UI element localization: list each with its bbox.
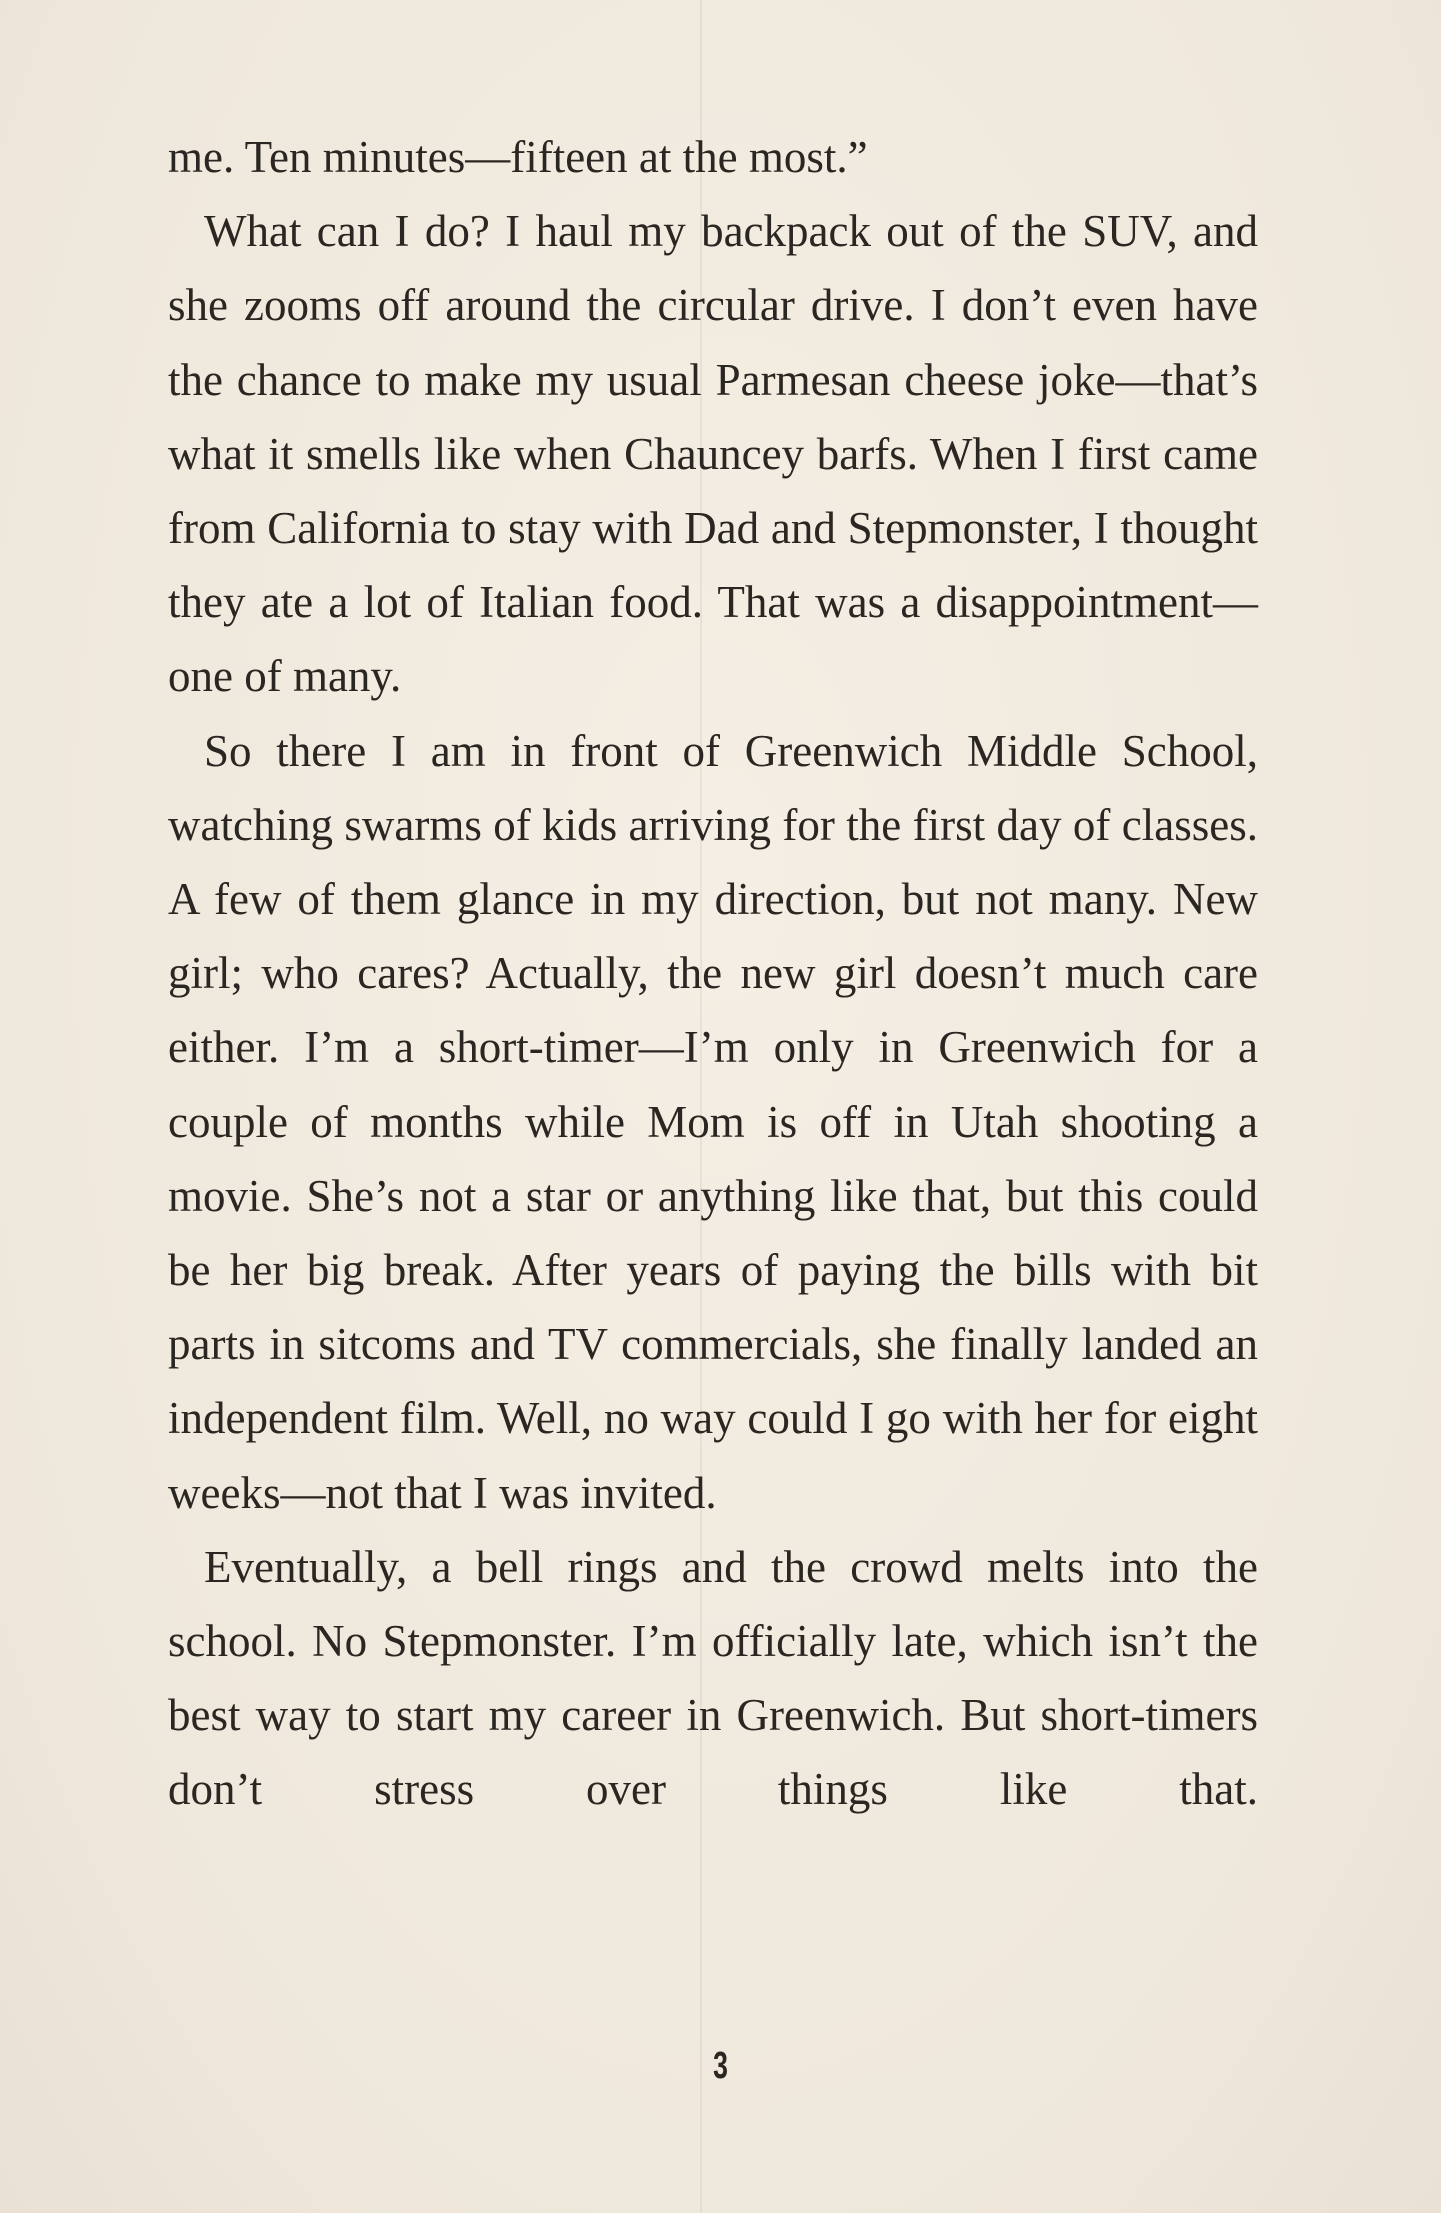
body-text [168,120,1258,1827]
paragraph: So there I am in front of Greenwich Middle School, watching swarms of kids arriving for the first day of classes. A few of them glance in my direction, but not many. New girl; who cares? Actually, the new girl doesn’t much care either. I’m a short-timer—I’m only in Greenwich for a couple of months while Mom is off in Utah shooting a movie. She’s not a star or anything like that, but this could be her big break. After years of paying the bills with bit parts in sitcoms and TV commercials, she finally landed an independent film. Well, no way could I go with her for eight weeks—not that I was invited. [168,725,1258,1518]
paragraph: Eventually, a bell rings and the crowd melts into the school. No Stepmonster. I’m officially late, which isn’t the best way to start my career in Greenwich. But short-timers don’t stress over things like that. [168,1541,1258,1815]
paragraph: What can I do? I haul my backpack out of the SUV, and she zooms off around the circular drive. I don’t even have the chance to make my usual Parmesan cheese joke—that’s what it smells like when Chauncey barfs. When I first came from California to stay with Dad and Stepmonster, I thought they ate a lot of Italian food. That was a disappointment—one of many. [168,206,1258,702]
paragraph: me. Ten minutes—fifteen at the most.” [168,132,868,182]
page-number: 3 [713,2045,728,2087]
